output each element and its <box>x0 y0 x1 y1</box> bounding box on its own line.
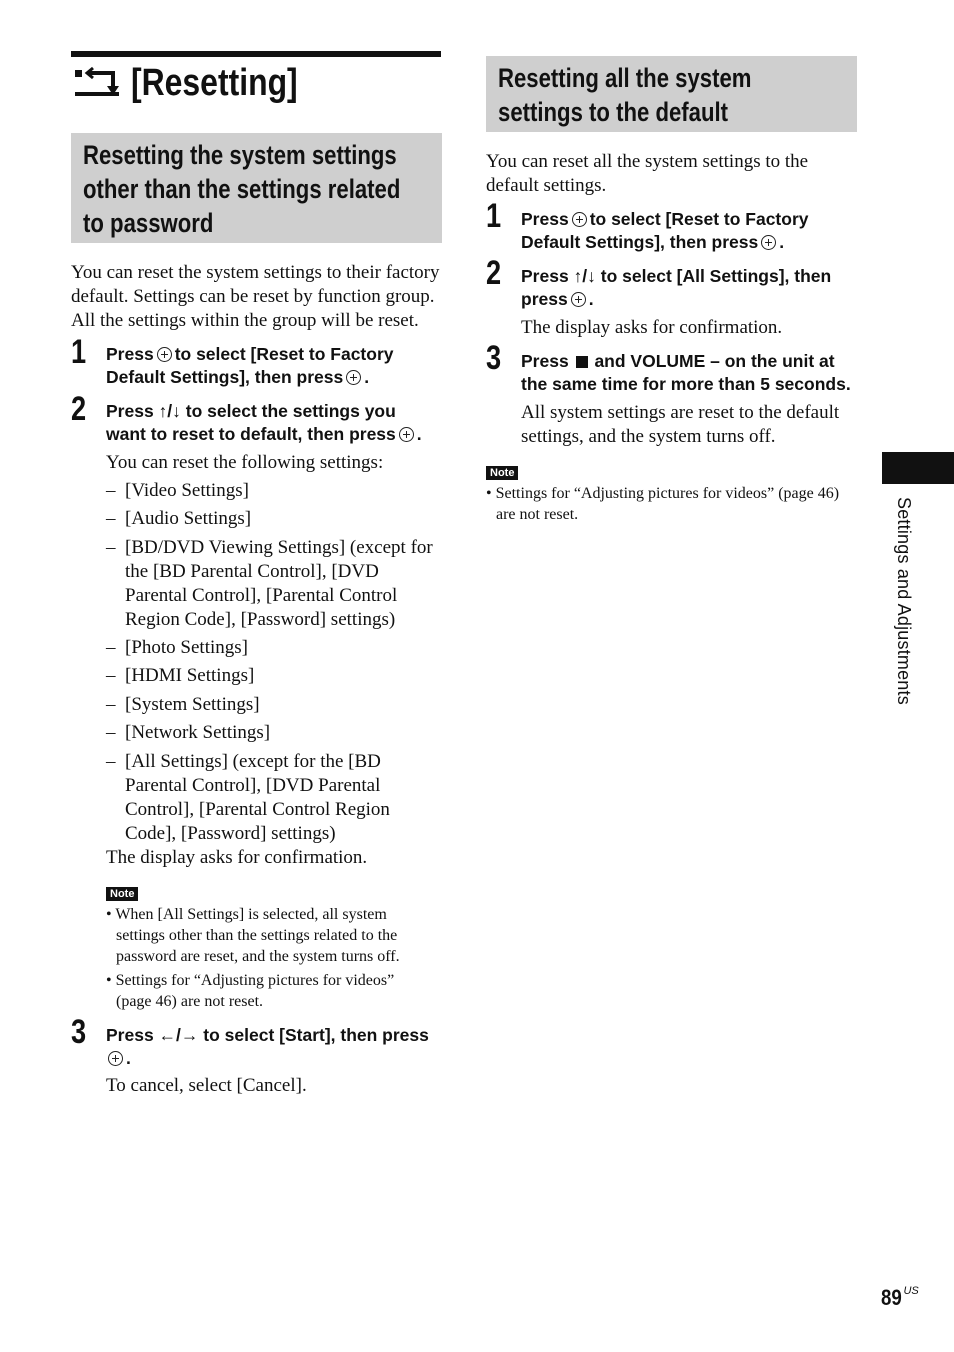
list-item <box>106 507 451 531</box>
side-tab-marker <box>882 452 954 484</box>
enter-button-icon <box>108 1051 123 1066</box>
right-intro-line: default settings. <box>486 175 607 196</box>
text: [Network Settings] <box>125 722 271 743</box>
dash: – <box>106 637 116 658</box>
text: and VOLUME – on the unit at <box>594 351 835 371</box>
right-section-heading-line-2: settings to the default <box>498 97 729 127</box>
confirm-text: The display asks for confirmation. <box>106 847 368 868</box>
dash: – <box>106 508 116 529</box>
dash: – <box>106 480 116 501</box>
page-number <box>881 1285 919 1311</box>
left-step-3-after: To cancel, select [Cancel]. <box>106 1075 307 1096</box>
note-item <box>106 970 451 1012</box>
left-intro-line: default. Settings can be reset by function group. <box>71 286 435 307</box>
page-number-value: 89 <box>881 1285 902 1310</box>
list-item <box>106 693 451 717</box>
text: Press ↑/↓ to select the settings you <box>106 401 396 421</box>
list-item <box>106 750 451 846</box>
right-note-label: Note <box>486 466 518 480</box>
text: . <box>588 289 594 309</box>
list-item <box>106 664 451 688</box>
right-section-heading-line-1: Resetting all the system <box>498 63 752 93</box>
text: press <box>521 289 568 309</box>
right-intro-line: You can reset all the system settings to the <box>486 151 809 172</box>
page-title: [Resetting] <box>131 62 298 104</box>
text: Default Settings], then press <box>106 367 344 387</box>
left-section-heading-line-2: other than the settings related <box>83 174 401 204</box>
text: Code], [Password] settings) <box>125 823 336 844</box>
text: Default Settings], then press <box>521 232 759 252</box>
settings-list <box>106 479 451 870</box>
text: [System Settings] <box>125 694 260 715</box>
text: • When [All Settings] is selected, all system <box>106 906 387 923</box>
text: Press <box>106 344 154 364</box>
text: Press ←/→ to select [Start], then press <box>106 1025 429 1045</box>
dash: – <box>106 537 116 558</box>
left-step-1-number: 1 <box>71 333 87 371</box>
right-step-2-number: 2 <box>486 254 502 292</box>
text: to select [Reset to Factory <box>589 209 809 229</box>
text: . <box>364 367 370 387</box>
reset-icon <box>73 64 121 100</box>
text: [BD/DVD Viewing Settings] (except for <box>125 537 433 558</box>
text: • Settings for “Adjusting pictures for videos” <box>106 972 395 989</box>
list-item <box>106 536 451 632</box>
right-step-2-after: The display asks for confirmation. <box>521 317 783 338</box>
text: [HDMI Settings] <box>125 665 255 686</box>
left-step-1-text <box>106 343 451 389</box>
enter-button-icon <box>157 347 172 362</box>
dash: – <box>106 722 116 743</box>
right-step-1-number: 1 <box>486 197 502 235</box>
right-step-2-text <box>521 265 866 311</box>
text: . <box>126 1048 131 1068</box>
text: • Settings for “Adjusting pictures for videos” (page 46) <box>486 485 840 502</box>
text: the same time for more than 5 seconds. <box>521 374 851 394</box>
left-section-heading-line-3: to password <box>83 208 214 238</box>
text: [Video Settings] <box>125 480 249 501</box>
text: Press <box>521 209 569 229</box>
enter-button-icon <box>571 292 586 307</box>
text: . <box>779 232 785 252</box>
text: password are reset, and the system turns off. <box>116 948 400 965</box>
text: Control], [Parental Control Region <box>125 799 390 820</box>
text: [Photo Settings] <box>125 637 248 658</box>
text: are not reset. <box>496 506 579 523</box>
left-intro-line: All the settings within the group will be reset. <box>71 310 419 331</box>
text: (page 46) are not reset. <box>116 993 264 1010</box>
left-intro <box>71 261 446 333</box>
enter-button-icon <box>761 235 776 250</box>
text: Parental Control], [Parental Control <box>125 585 398 606</box>
text: [All Settings] (except for the [BD <box>125 751 381 772</box>
text: Parental Control], [DVD Parental <box>125 775 381 796</box>
right-notes <box>486 483 861 525</box>
page-number-suffix: US <box>903 1285 919 1297</box>
list-item <box>106 479 451 503</box>
list-item <box>106 636 451 660</box>
dash: – <box>106 694 116 715</box>
dash: – <box>106 665 116 686</box>
title-rule <box>71 51 441 57</box>
text: the [BD Parental Control], [DVD <box>125 561 379 582</box>
text: All system settings are reset to the default <box>521 402 840 423</box>
right-step-3-number: 3 <box>486 339 502 377</box>
stop-icon <box>576 356 588 368</box>
dash: – <box>106 751 116 772</box>
left-section-heading-line-1: Resetting the system settings <box>83 140 397 170</box>
left-step-2-number: 2 <box>71 390 87 428</box>
text: . <box>416 424 422 444</box>
left-note-label: Note <box>106 887 138 901</box>
enter-button-icon <box>572 212 587 227</box>
right-step-1-text <box>521 208 866 254</box>
left-step-3-number: 3 <box>71 1013 87 1051</box>
note-item <box>106 904 451 967</box>
text: [Audio Settings] <box>125 508 252 529</box>
list-item <box>106 721 451 745</box>
side-tab-label: Settings and Adjustments <box>894 497 914 705</box>
enter-button-icon <box>346 370 361 385</box>
left-intro-line: You can reset the system settings to their factory <box>71 262 440 283</box>
text: to select [Reset to Factory <box>174 344 394 364</box>
text: settings other than the settings related to the <box>116 927 398 944</box>
right-intro <box>486 150 861 198</box>
text: Press <box>521 351 569 371</box>
text: want to reset to default, then press <box>106 424 396 444</box>
right-step-3-text <box>521 350 866 396</box>
enter-button-icon <box>399 427 414 442</box>
left-notes <box>106 904 451 1012</box>
text: Press ↑/↓ to select [All Settings], then <box>521 266 832 286</box>
right-step-3-after <box>521 401 866 449</box>
left-step-2-text <box>106 400 451 446</box>
left-step-2-lead: You can reset the following settings: <box>106 452 384 473</box>
left-step-3-text <box>106 1024 451 1070</box>
text: settings, and the system turns off. <box>521 426 776 447</box>
text: Region Code], [Password] settings) <box>125 609 396 630</box>
